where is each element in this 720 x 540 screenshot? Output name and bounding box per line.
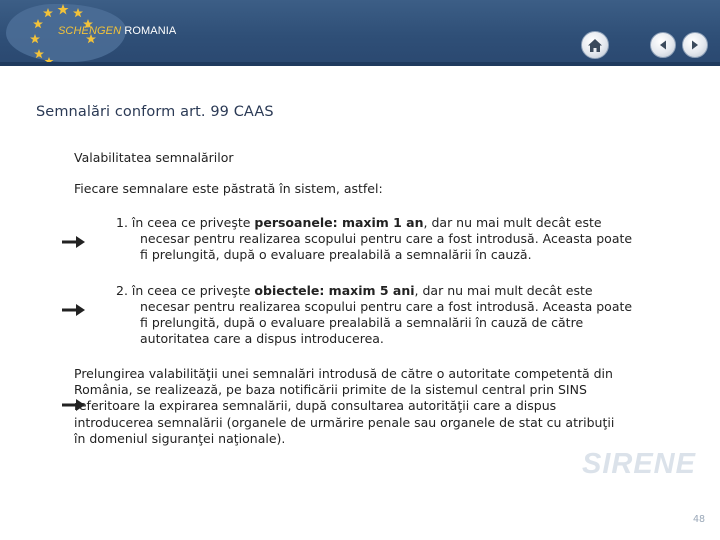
para-line3: referitoare la expirarea semnalării, după consultarea autorităţii care a dispus	[74, 398, 557, 414]
back-button[interactable]	[650, 32, 676, 58]
left-arrow-icon	[657, 39, 669, 51]
item2-line4: autoritatea care a dispus introducerea.	[140, 331, 384, 346]
home-button[interactable]	[581, 31, 609, 59]
extension-paragraph	[74, 366, 694, 447]
para-line4: introducerea semnalării (organele de urmărire penale sau organele de stat cu atribuţii	[74, 414, 615, 430]
page-number: 48	[693, 514, 706, 525]
list-item-objects	[116, 283, 706, 347]
brand-romania: ROMANIA	[124, 25, 177, 37]
intro-text: Fiecare semnalare este păstrată în sistem, astfel:	[74, 181, 383, 196]
item1-line2: necesar pentru realizarea scopului pentru care a fost introdusă. Aceasta poate	[140, 231, 633, 246]
home-icon	[587, 38, 603, 53]
brand-schengen: SCHENGEN	[58, 25, 122, 37]
right-arrow-bullet-icon	[62, 303, 86, 317]
para-line5: în domeniul siguranţei naţionale).	[74, 430, 286, 446]
item2-highlight: obiectele: maxim 5 ani	[254, 283, 415, 298]
item1-line1: 1. în ceea ce priveşte persoanele: maxim 1 an, dar nu mai mult decât este	[116, 215, 602, 230]
list-item-persons	[116, 215, 706, 263]
header-divider	[0, 62, 720, 66]
sirene-watermark: SIRENE	[582, 448, 696, 480]
para-line2: România, se realizează, pe baza notificării primite de la sistemul central prin SINS	[74, 382, 587, 398]
section-subtitle: Valabilitatea semnalărilor	[74, 150, 234, 165]
forward-button[interactable]	[682, 32, 708, 58]
right-arrow-bullet-icon	[62, 235, 86, 249]
item2-line2: necesar pentru realizarea scopului pentru care a fost introdusă. Aceasta poate	[140, 299, 633, 314]
para-line1: Prelungirea valabilităţii unei semnalări introdusă de către o autoritate competentă din	[74, 366, 613, 381]
item2-line1: 2. în ceea ce priveşte obiectele: maxim 5 ani, dar nu mai mult decât este	[116, 283, 593, 298]
brand-title	[58, 25, 176, 37]
right-arrow-icon	[689, 39, 701, 51]
slide-title: Semnalări conform art. 99 CAAS	[36, 104, 274, 120]
item1-line3: fi prelungită, după o evaluare prealabilă a semnalării în cauză.	[140, 247, 532, 262]
item1-highlight: persoanele: maxim 1 an	[254, 215, 424, 230]
item2-line3: fi prelungită, după o evaluare prealabilă a semnalării în cauză de către	[140, 315, 584, 330]
header-banner	[0, 0, 720, 66]
